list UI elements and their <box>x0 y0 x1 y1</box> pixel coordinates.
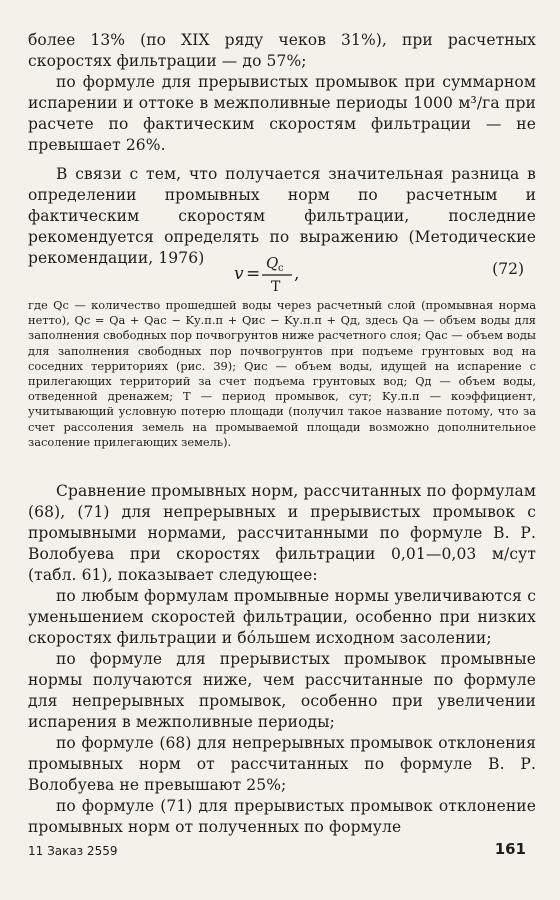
paragraph-1: более 13% (по XIX ряду чеков 31%), при расчетных скоростях фильтрации — до 57%; <box>28 31 536 70</box>
paragraph-5: по любым формулам промывные нормы увеличиваются с уменьшением скоростей фильтрации, особенно при низких скоростях фильтрации и бо́льшем исходном засолении; <box>28 587 536 647</box>
formula-lhs: v <box>234 264 244 284</box>
formula-denominator: T <box>271 279 281 295</box>
paragraph-2: по формуле для прерывистых промывок при суммарном испарении и оттоке в межполивные периоды 1000 м³/га при расчете по фактическим скоростям фильтрации — не превышает 26%. <box>28 73 536 154</box>
page-footer <box>28 840 536 864</box>
text-block-bottom <box>28 481 536 838</box>
formula-comma: , <box>294 264 300 284</box>
paragraph-6: по формуле для прерывистых промывок промывные нормы получаются ниже, чем рассчитанные по формуле для непрерывных промывок, особенно при увеличении испарения в межполивные периоды; <box>28 650 536 731</box>
note-text: где Qc — количество прошедшей воды через расчетный слой (промывная норма нетто), Qc = Qa + Qac − Kу.п.п + Qис − Kу.п.п + Qд, здесь Qa — объем воды для заполнения свободных пор почвогрунтов ниже расчетного слоя; Qac — объем воды для заполнения свободных пор почвогрунтов при подъеме грунтовых вод на соседних территориях (рис. 39); Qис — объем воды, идущей на испарение с прилегающих территорий за счет подъема грунтовых вод; Qд — объем воды, отведенной дренажем; T — период промывок, сут; Kу.п.п — коэффициент, учитывающий условную потерю площади (получил такое название потому, что за счет рассоления земель на промываемой площади возможно дополнительное засоление прилегающих земель). <box>28 298 536 449</box>
formula-72 <box>28 250 536 296</box>
note-block <box>28 298 536 450</box>
formula-number: (72) <box>492 260 524 278</box>
formula-numerator: Q <box>266 254 279 272</box>
formula-numerator-sub: c <box>278 263 284 274</box>
formula-graphic <box>28 250 536 296</box>
print-order-mark: 11 Заказ 2559 <box>28 844 118 858</box>
text-block-top <box>28 30 536 269</box>
paragraph-3: В связи с тем, что получается значительная разница в определении промывных норм по расчетным и фактическим скоростям фильтрации, последние рекомендуется определять по выражению (Методические рекомендации, 1976) <box>28 165 536 267</box>
formula-equals: = <box>246 264 261 284</box>
page-number: 161 <box>494 840 526 858</box>
paragraph-4: Сравнение промывных норм, рассчитанных по формулам (68), (71) для непрерывных и прерывистых промывок с промывными нормами, рассчитанными по формуле В. Р. Волобуева при скоростях фильтрации 0,01—0,03 м/сут (табл. 61), показывает следующее: <box>28 482 536 584</box>
paragraph-8: по формуле (71) для прерывистых промывок отклонение промывных норм от полученных по формуле <box>28 797 536 836</box>
paragraph-7: по формуле (68) для непрерывных промывок отклонения промывных норм от рассчитанных по формуле В. Р. Волобуева не превышают 25%; <box>28 734 536 794</box>
